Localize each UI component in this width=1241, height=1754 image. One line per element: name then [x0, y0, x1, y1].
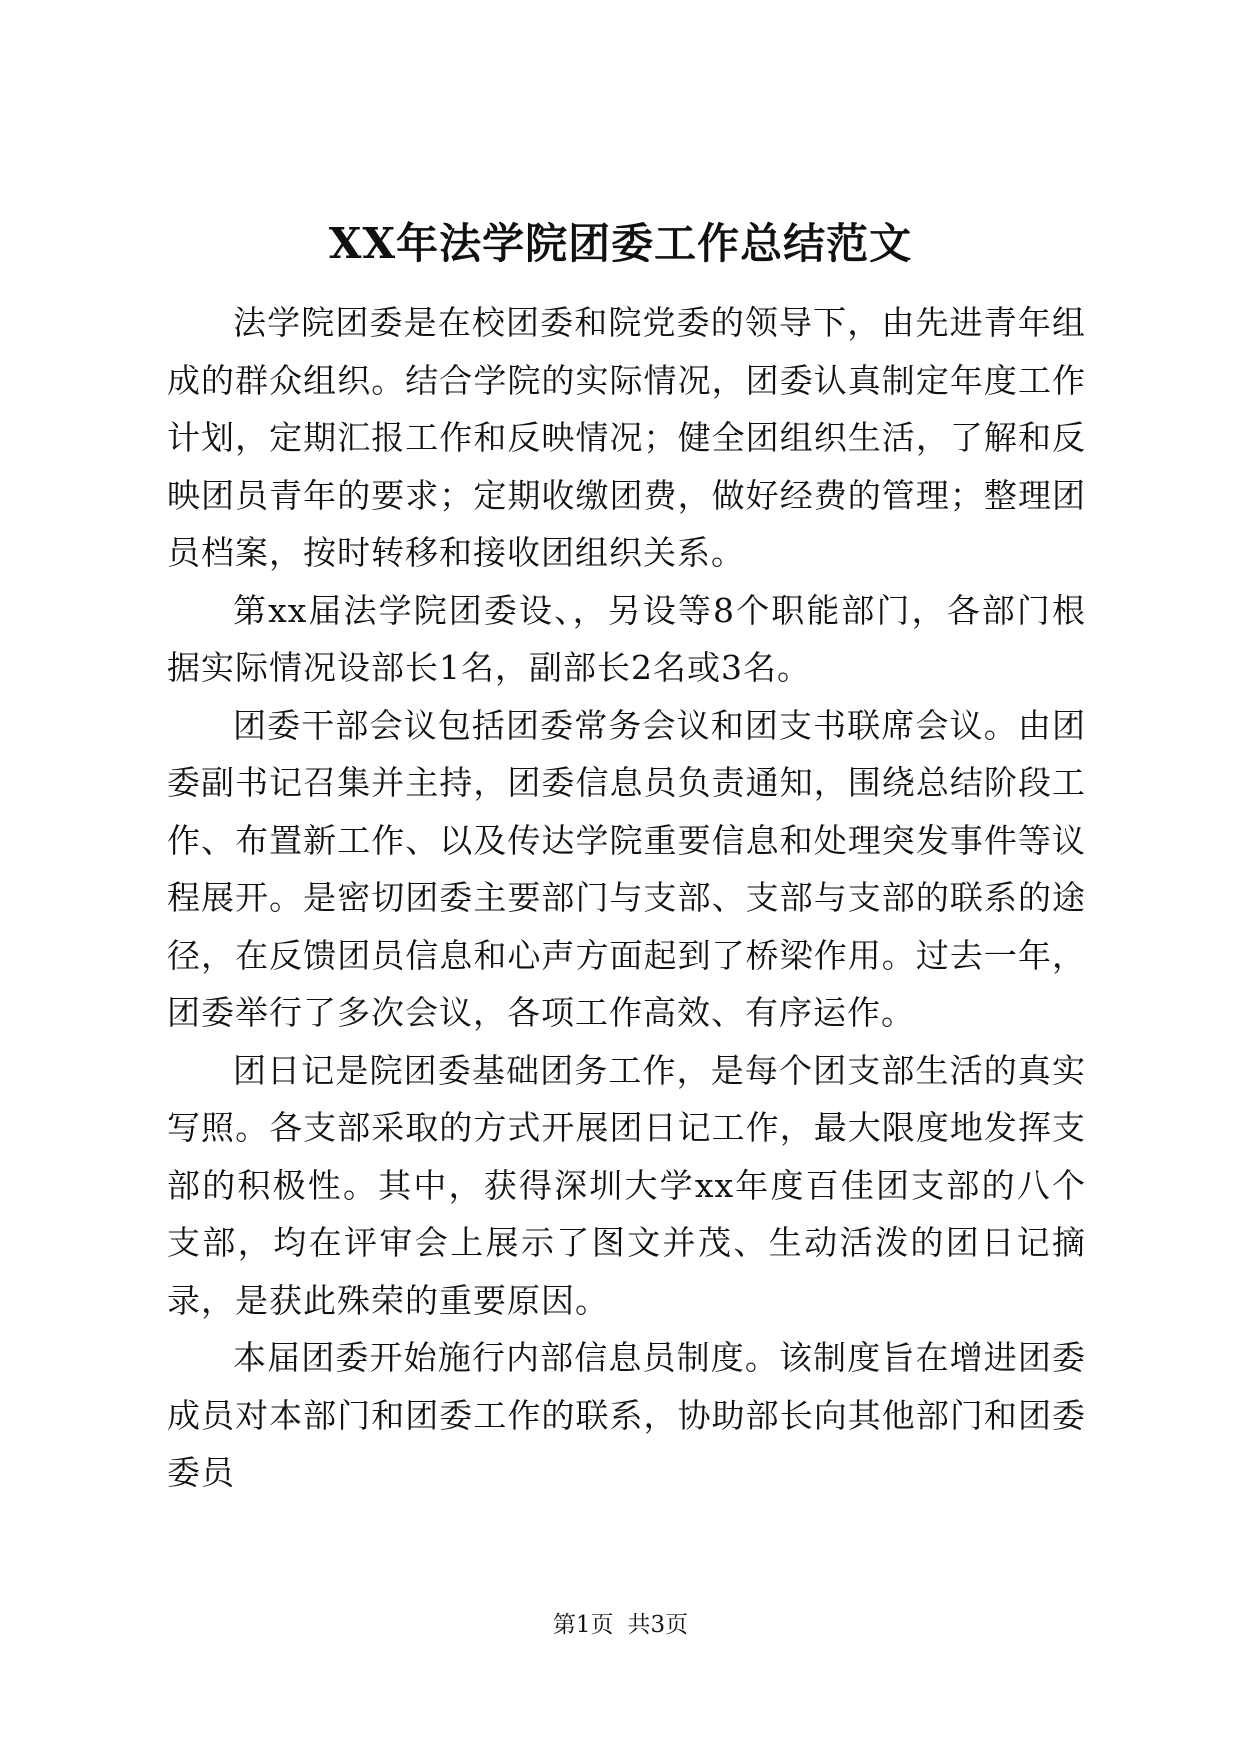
document-body [167, 294, 1086, 1502]
document-title: XX年法学院团委工作总结范文 [328, 219, 913, 268]
paragraph: 团委干部会议包括团委常务会议和团支书联席会议。由团委副书记召集并主持，团委信息员负责通知，围绕总结阶段工作、布置新工作、以及传达学院重要信息和处理突发事件等议程展开。是密切团委主要部门与支部、支部与支部的联系的途径，在反馈团员信息和心声方面起到了桥梁作用。过去一年，团委举行了多次会议，各项工作高效、有序运作。 [167, 705, 1086, 1032]
page-footer [0, 1610, 1241, 1640]
page-number: 第1页 [552, 1612, 614, 1638]
paragraph: 团日记是院团委基础团务工作，是每个团支部生活的真实写照。各支部采取的方式开展团日记工作，最大限度地发挥支部的积极性。其中，获得深圳大学xx年度百佳团支部的八个支部，均在评审会上展示了图文并茂、生动活泼的团日记摘录，是获此殊荣的重要原因。 [167, 1050, 1086, 1320]
page-total: 共3页 [627, 1612, 689, 1638]
paragraph: 第xx届法学院团委设、，另设等8个职能部门，各部门根据实际情况设部长1名，副部长2名或3名。 [167, 590, 1086, 687]
paragraph: 法学院团委是在校团委和院党委的领导下，由先进青年组成的群众组织。结合学院的实际情况，团委认真制定年度工作计划，定期汇报工作和反映情况；健全团组织生活，了解和反映团员青年的要求；定期收缴团费，做好经费的管理；整理团员档案，按时转移和接收团组织关系。 [167, 303, 1086, 572]
paragraph: 本届团委开始施行内部信息员制度。该制度旨在增进团委成员对本部门和团委工作的联系，协助部长向其他部门和团委委员 [167, 1338, 1086, 1492]
